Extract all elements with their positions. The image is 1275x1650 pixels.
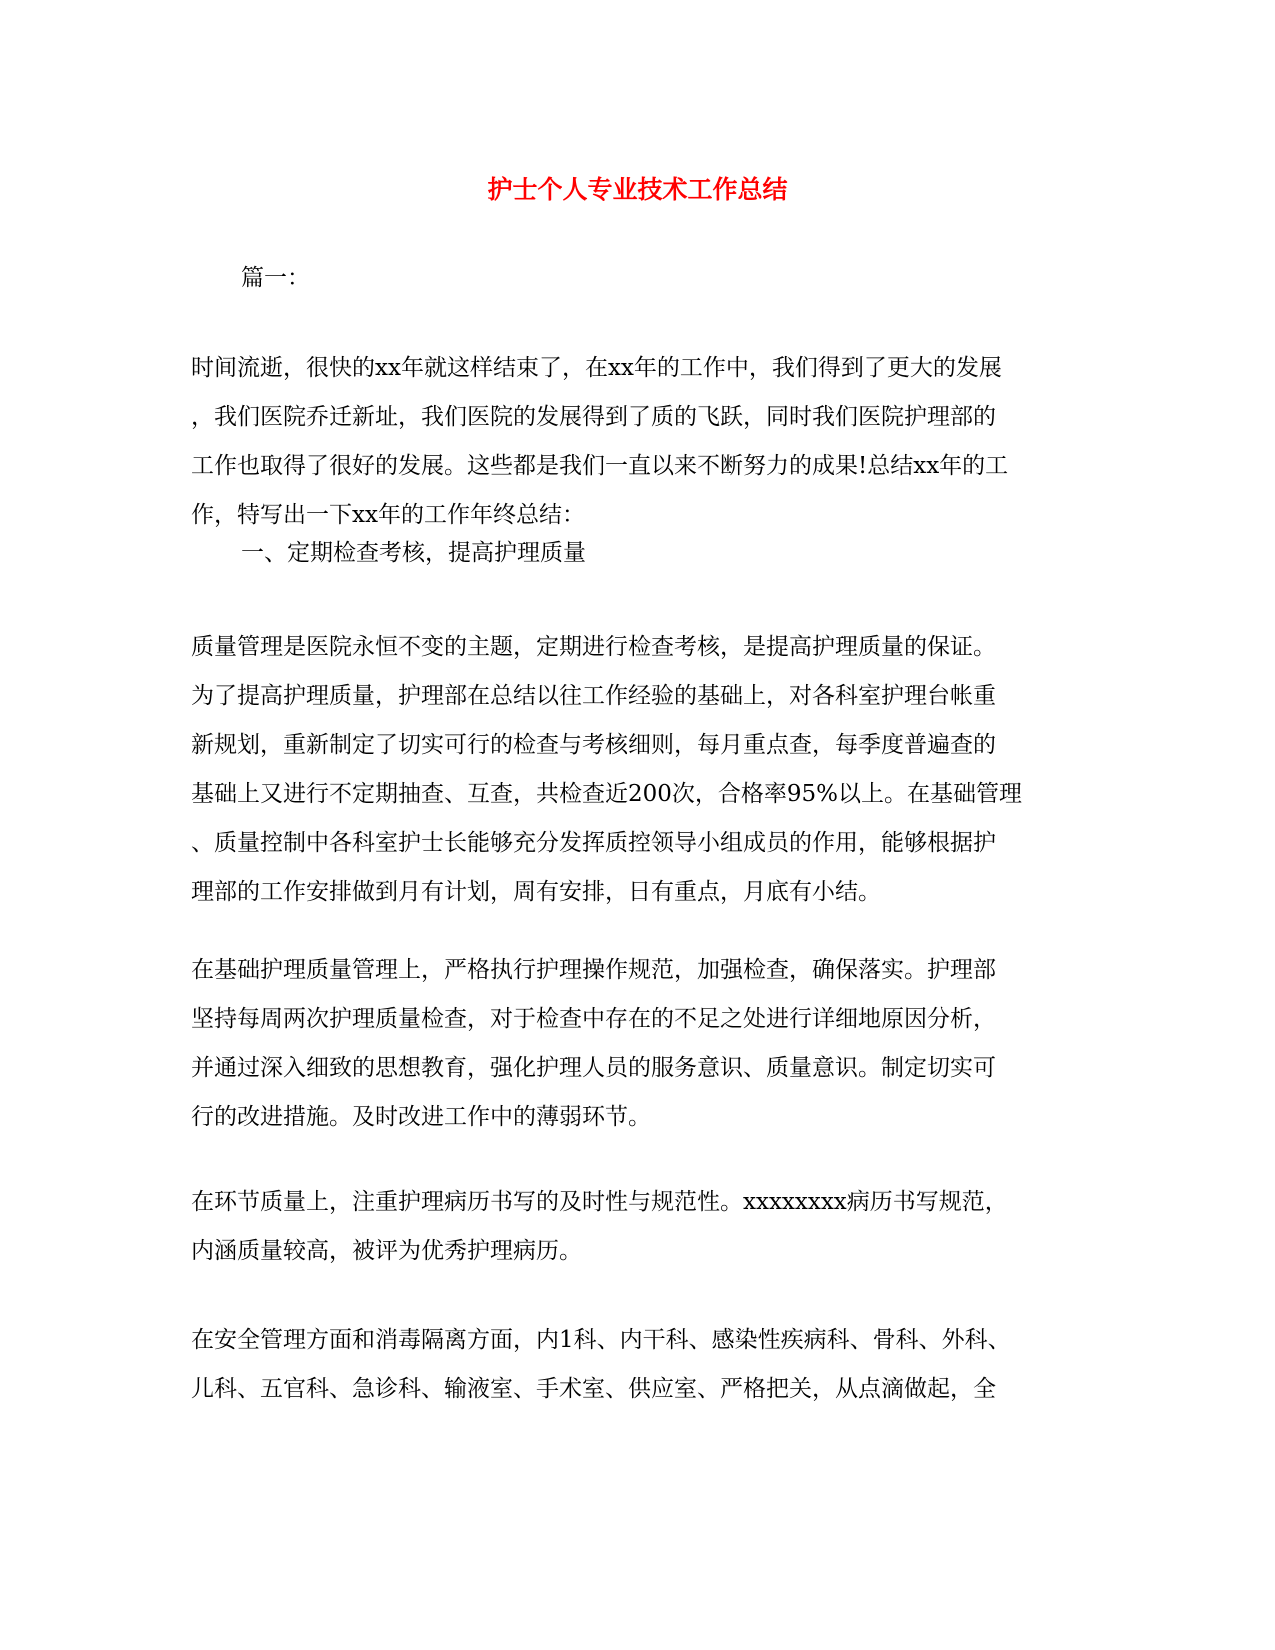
document-title: 护士个人专业技术工作总结 (487, 175, 788, 204)
paragraph-intro: 时间流逝，很快的xx年就这样结束了，在xx年的工作中，我们得到了更大的发展 ，我们医院乔迁新址，我们医院的发展得到了质的飞跃，同时我们医院护理部的 工作也取得了很好的发展。这些都是我们一直以来不断努力的成果!总结xx年的工 作，特写出一下xx年的工作年终总结： (191, 355, 1009, 528)
paragraph-safety-management: 在安全管理方面和消毒隔离方面，内1科、内干科、感染性疾病科、骨科、外科、 儿科、五官科、急诊科、输液室、手术室、供应室、严格把关，从点滴做起，全 (191, 1327, 1011, 1402)
paragraph-basic-nursing: 在基础护理质量管理上，严格执行护理操作规范，加强检查，确保落实。护理部 坚持每周两次护理质量检查，对于检查中存在的不足之处进行详细地原因分析， 并通过深入细致的思想教育，强化护理人员的服务意识、质量意识。制定切实可 行的改进措施。及时改进工作中的薄弱环节。 (191, 957, 996, 1130)
paragraph-quality-management: 质量管理是医院永恒不变的主题，定期进行检查考核，是提高护理质量的保证。 为了提高护理质量，护理部在总结以往工作经验的基础上，对各科室护理台帐重 新规划，重新制定了切实可行的检查与考核细则，每月重点查，每季度普遍查的 基础上又进行不定期抽查、互查，共检查近200次，合格率95%以上。在基础管理 、质量控制中各科室护士长能够充分发挥质控领导小组成员的作用，能够根据护 理部的工作安排做到月有计划，周有安排，日有重点，月底有小结。 (191, 634, 1023, 905)
section-label: 篇一： (241, 265, 310, 291)
section-heading-1: 一、定期检查考核，提高护理质量 (241, 540, 586, 566)
paragraph-medical-records: 在环节质量上，注重护理病历书写的及时性与规范性。xxxxxxxx病历书写规范， 内涵质量较高，被评为优秀护理病历。 (191, 1189, 1008, 1264)
